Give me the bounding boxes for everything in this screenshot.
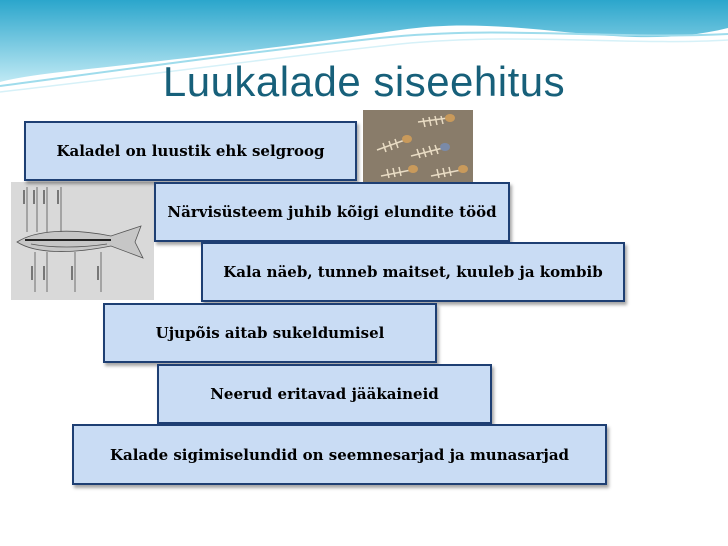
fact-text: Neerud eritavad jääkaineid [210,385,439,403]
fact-text: Kaladel on luustik ehk selgroog [56,142,325,160]
fact-text: Ujupõis aitab sukeldumisel [155,324,385,342]
fish-anatomy-diagram-icon [11,182,154,300]
fact-box-nervous-system [154,182,510,242]
fact-box-swim-bladder [103,303,437,363]
fact-box-reproduction [72,424,607,485]
fact-box-kidneys [157,364,492,424]
fact-text: Kala näeb, tunneb maitset, kuuleb ja kombib [223,263,603,281]
fact-box-senses [201,242,625,302]
fact-box-skeleton [24,121,357,181]
fish-skeleton-photo-icon [363,110,473,190]
fact-text: Närvisüsteem juhib kõigi elundite tööd [167,203,497,221]
fact-text: Kalade sigimiselundid on seemnesarjad ja munasarjad [109,445,570,464]
slide-title: Luukalade siseehitus [162,58,566,105]
